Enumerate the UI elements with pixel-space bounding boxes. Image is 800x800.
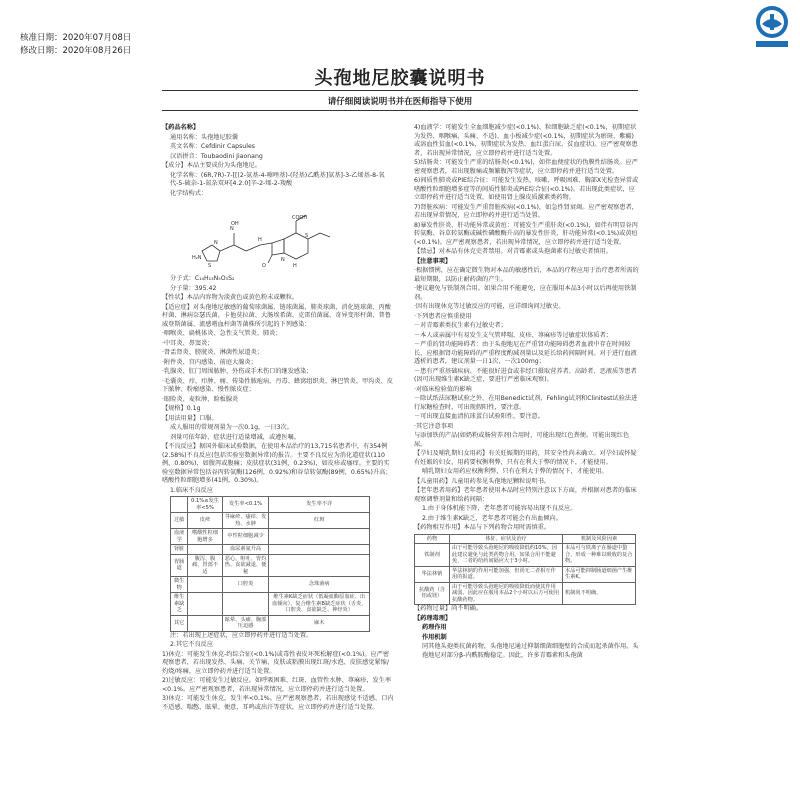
table-cell: 口腔炎 bbox=[222, 577, 269, 593]
indications: 【适应症】对头孢地尼敏感的葡萄球菌属、链球菌属、肺炎球菌、消化链球菌、丙酸杆菌、淋病奈瑟氏菌、卡他莫拉菌、大肠埃希菌、克雷伯菌属、奇异变形杆菌、普鲁威登斯菌属、流感嗜血杆菌等菌株所引起的下列感染： bbox=[162, 303, 391, 328]
precaution-item: ·根据惯例，应在确定微生物对本品的敏感性后，本品的疗程应用于治疗患者所需的最短期限，以防止耐药菌的产生。 bbox=[414, 267, 639, 283]
indication-item: ·肾盂肾炎、膀胱炎、淋菌性尿道炎； bbox=[162, 349, 263, 356]
molecular-weight: 分子量：395.42 bbox=[170, 284, 217, 292]
table-row bbox=[415, 582, 636, 605]
table-cell bbox=[188, 545, 222, 555]
svg-text:N: N bbox=[230, 226, 234, 232]
interaction-heading: 【药物相互作用】本品与下列药物合用时需慎重。 bbox=[414, 524, 551, 531]
table-cell: 恶心、呕吐、胃灼热、食欲减退、便秘 bbox=[222, 554, 269, 577]
table-cell bbox=[222, 593, 269, 616]
svg-text:N: N bbox=[281, 257, 285, 263]
approval-date: 核准日期：2020年07月08日 bbox=[20, 33, 132, 43]
serious-item: 2)过敏反应：可能发生过敏反应。如呼吸困难、红斑、血管性水肿、荨麻疹，发生率<0.1%。应严密观察患者，若出现异常情况，应立即停药并进行适当处置。 bbox=[162, 677, 392, 693]
elderly-heading: 【老年患者用药】老年患者使用本品时应特别注意以下方面，并根据对患者的临床观察调整剂量和给药间隔： bbox=[414, 487, 637, 503]
document-subtitle: 请仔细阅读说明书并在医师指导下使用 bbox=[327, 97, 473, 107]
pinyin-name: 汉语拼音：Toubaodini Jiaonang bbox=[170, 152, 263, 160]
pharmacology-subheading: 药理作用 bbox=[422, 624, 447, 631]
table-header-cell: 体征、症状及治疗 bbox=[450, 534, 563, 544]
table-cell: 嗜酸性粒细胞增多 bbox=[188, 529, 222, 545]
interaction-table bbox=[414, 534, 636, 606]
table-cell bbox=[269, 529, 370, 545]
right-column bbox=[414, 124, 640, 661]
svg-text:OH: OH bbox=[231, 221, 239, 227]
document-title: 头孢地尼胶囊说明书 bbox=[314, 68, 486, 89]
table-row bbox=[171, 615, 370, 631]
ingredients: 【成分】本品主要成份为头孢地尼。 bbox=[162, 162, 261, 169]
title-rule-bottom bbox=[162, 110, 638, 111]
table-cell: 机制尚不明确。 bbox=[563, 582, 636, 605]
precaution-item: －严重的肾功能障碍者：由于头孢地尼在严重肾功能障碍患者血液中存在时间较长，应根据肾功能障碍的严重程度酌减剂量以及延长给药间隔时间。对于进行血液透析的患者，建议剂量一日1次，一次100mg； bbox=[414, 341, 637, 365]
properties: 【性状】本品内容物为淡黄色或黄色粉末或颗粒。 bbox=[162, 294, 299, 301]
table-cell: 血尿素氮升高 bbox=[222, 545, 269, 555]
table-cell: 荨麻疹、瘙痒、发热、水肿 bbox=[222, 513, 269, 529]
table-header-cell: 机制及风险因素 bbox=[563, 534, 636, 544]
lactation: 哺乳期妇女用药应权衡利弊，只有在利大于弊的情况下，才能使用。 bbox=[422, 468, 608, 475]
table-header-cell: 0.1%≤发生率<5% bbox=[188, 497, 222, 513]
table-header-cell bbox=[171, 497, 188, 513]
english-name: 英文名称：Cefdinir Capsules bbox=[170, 143, 255, 150]
adverse-item: 7)肾脏疾病：可能发生严重肾脏疾病(<0.1%)，如急性肾衰竭。应严密观察患者，若出现异常情况，应立即停药并进行适当处置。 bbox=[414, 203, 638, 219]
specification: 【规格】0.1g bbox=[162, 405, 201, 412]
table-cell: 眩晕、头痛、胸部压迫感 bbox=[222, 615, 269, 631]
table-cell: 华法林钠的作用可能加强，但尚无二者相互作用的报道。 bbox=[450, 566, 563, 582]
svg-text:S: S bbox=[208, 263, 212, 269]
table-cell: 皮疹 bbox=[188, 513, 222, 529]
table-row bbox=[171, 513, 370, 529]
table-cell: 华法林钠 bbox=[415, 566, 450, 582]
precaution-item: －可出现直接血清抗球蛋白试验阳性，要注意。 bbox=[414, 413, 544, 420]
adverse-item: 4)血液学：可能发生全血细胞减少症(<0.1%)、粒细胞缺乏症(<0.1%，初期症状为发热、咽喉痛、头痛、不适)、血小板减少症(<0.1%，初期症状为瘀斑、紫癜)或溶血性贫血(<0.1%，初期症状为发热、血红蛋白尿、贫血症状)。应严密观察患者，若出现异常情况，应立即停药并进行适当处置。 bbox=[414, 124, 638, 157]
svg-text:H₂N: H₂N bbox=[192, 255, 202, 261]
svg-text:S: S bbox=[305, 233, 309, 239]
structure-label: 化学结构式： bbox=[170, 189, 208, 197]
indication-item: ·中耳炎、鼻窦炎； bbox=[162, 339, 214, 347]
table-note: 注：若出现上述症状，应立即停药并进行适当处置。 bbox=[170, 631, 313, 639]
precaution-item: －本人或亲属中有易发生支气管哮喘、皮疹、荨麻疹等过敏症状体质者； bbox=[414, 331, 612, 339]
usage-adjust: 剂量可依年龄、症状进行适量增减，或遵医嘱。 bbox=[170, 433, 300, 441]
table-cell: 维生素K缺乏症状（低凝血酶原血症、出血倾向），复合维生素B缺乏症状（舌炎、口腔炎、食欲缺乏、神经炎） bbox=[269, 593, 370, 616]
drug-name-heading: 【药品名称】 bbox=[162, 124, 200, 131]
indication-item: ·咽喉炎、扁桃体炎、急性支气管炎、肺炎； bbox=[162, 330, 282, 337]
table-cell: 由于可能导致头孢地尼的吸收降低而使其作用减弱，因此应在服用本品2个小时以后方可使用抗酸药物。 bbox=[450, 582, 563, 605]
generic-name: 通用名称：头孢地尼胶囊 bbox=[170, 133, 239, 141]
svg-text:O: O bbox=[262, 263, 266, 269]
table-cell: 血液学 bbox=[171, 529, 188, 545]
table-cell: 其它 bbox=[171, 615, 188, 631]
table-cell: 过敏 bbox=[171, 513, 188, 529]
chemical-structure-diagram bbox=[162, 199, 394, 275]
table-row bbox=[171, 593, 370, 616]
precaution-item: ·因有出现休克等过敏反应的可能，应详细询问过敏史。 bbox=[414, 303, 565, 310]
indication-item: ·毛囊炎、疖、疖肿、痈、传染性脓疱病、丹毒、蜂窝组织炎、淋巴管炎、甲沟炎、皮下脓肿、粉瘤感染、慢性脓皮症； bbox=[162, 377, 393, 393]
adverse-item: 6)间质性肺炎或PIE综合征：可能发生发热、咳嗽、呼吸困难、胸部X光检查异常或嗜酸性粒细胞增多症等的间质性肺炎或PIE综合征(<0.1%)。若出现此类症状，应立即停药并进行适当处置，如使用肾上腺皮质激素类药物。 bbox=[414, 177, 639, 201]
pharmacology-heading: 【药理毒理】 bbox=[414, 614, 452, 622]
left-column bbox=[162, 124, 394, 713]
table-cell bbox=[188, 593, 222, 616]
precaution-item: ·建议避免与铁制剂合用。如果合用不能避免，应在服用本品3小时以后再使用铁制剂。 bbox=[414, 285, 637, 301]
revision-date: 修改日期：2020年08月26日 bbox=[20, 46, 132, 56]
table-cell: 红斑 bbox=[269, 513, 370, 529]
table-cell bbox=[188, 577, 222, 593]
table-cell: 肾脏 bbox=[171, 545, 188, 555]
table-cell: 本品可与铁离子在肠道中螯合，形成一种难以吸收的复合物。 bbox=[563, 544, 636, 567]
children-use: 【儿童用药】儿童用药参见头孢地尼颗粒说明书。 bbox=[414, 477, 551, 485]
table-cell: 中性粒细胞减少 bbox=[222, 529, 269, 545]
serious-heading: 2.其它不良反应 bbox=[170, 641, 214, 648]
adverse-item: 8)暴发性肝炎、肝功能异常或黄疸：可能发生严重肝炎(<0.1%)，如伴有明显谷丙转氨酶、谷草转氨酶或碱性磷酸酶升高的暴发性肝炎、肝功能异常(<0.1%)或黄疸(<0.1%)。应严密观察患者，若出现异常情况，应立即停药并进行适当处置。 bbox=[414, 221, 638, 246]
adverse-reaction-table bbox=[170, 496, 370, 632]
table-row bbox=[171, 554, 370, 577]
indication-item: ·眼睑炎、麦粒肿、睑板腺炎 bbox=[162, 395, 239, 403]
title-rule-top bbox=[162, 90, 638, 91]
table-cell: 抗酸药（含铝或镁） bbox=[415, 582, 450, 605]
table-cell: 由于可能导致头孢地尼的吸收降低约10%，因此建议避免与此类药物合用。如果合用不能避免，二者的给药间隔应大于3小时。 bbox=[450, 544, 563, 567]
elderly-item: 1.由于身体机能下降，老年患者可能容易出现不良反应。 bbox=[422, 505, 577, 512]
precaution-item: ·下列患者应慎重使用 bbox=[414, 312, 472, 320]
elderly-item: 2.由于维生素K缺乏，老年患者可能会有出血倾向。 bbox=[422, 514, 562, 522]
table-cell: 念珠菌病 bbox=[269, 577, 370, 593]
precaution-item: 与添加铁的产品(如奶粉或肠营养剂)合用时，可能出现红色粪便。可能出现红色尿。 bbox=[414, 432, 630, 448]
adverse-reactions: 【不良反应】据国外临床试验数据，在使用本品治疗的13,715名患者中，有354例(2.58%)不良反应(包括实验室数据异常)的报告。主要不良反应为消化道症状(110例，0.80%)，如腹泻或腹痛；皮肤症状(31例，0.23%)，如皮疹或瘙痒。主要的实验室数据异常包括谷丙转氨酶(126例，0.92%)和谷草转氨酶(89例，0.65%)升高；嗜酸性粒细胞增多(41例，0.30%)。 bbox=[162, 443, 392, 484]
serious-item: 3)休克：可能发生休克，发生率<0.1%。应严密观察患者，若出现感觉不适感、口内不适感、喘憋、眩晕、便意、耳鸣或出汗等症状，应立即停药并进行适当处置。 bbox=[162, 695, 394, 711]
indication-item: ·附件炎、宫内感染、前庭大腺炎； bbox=[162, 358, 257, 366]
svg-text:COOH: COOH bbox=[292, 215, 308, 221]
table-cell bbox=[269, 554, 370, 577]
precaution-item: －除试纸法尿糖试验之外，在用Benedict试剂、Fehling试剂和Clinitest试验法进行尿糖检查时，可出现假阳性，要注意。 bbox=[414, 395, 638, 411]
precaution-item: －对青霉素类抗生素有过敏史者； bbox=[414, 322, 507, 329]
medical-insurance-logo bbox=[752, 4, 792, 50]
indication-item: ·乳腺炎、肛门周围脓肿、外伤或手术伤口的继发感染； bbox=[162, 368, 313, 375]
table-cell bbox=[269, 545, 370, 555]
svg-text:N: N bbox=[214, 240, 218, 246]
precaution-item: －患有严重基础疾病、不能很好进食或非经口摄取营养者、高龄者、恶液质等患者(因可出现维生素K缺乏症，要进行严密临床观察)。 bbox=[414, 367, 637, 383]
table-caption: 1.临床不良反应 bbox=[170, 486, 214, 494]
precaution-item: ·对临床检验值的影响 bbox=[414, 385, 472, 393]
table-header-row bbox=[171, 497, 370, 513]
chemical-structure bbox=[162, 199, 394, 275]
table-row bbox=[171, 529, 370, 545]
contraindications: 【禁忌】对本品有休克史者禁用。对青霉素或头孢菌素有过敏史者慎用。 bbox=[414, 248, 612, 255]
pregnancy: 【孕妇及哺乳期妇女用药】有关妊娠期的用药，其安全性尚未确立。对孕妇或怀疑有妊娠的妇女，用药要权衡利弊，只有在利大于弊的情况下，才能使用。 bbox=[414, 450, 637, 466]
table-header-cell: 药物 bbox=[415, 534, 450, 544]
table-cell: 微生物 bbox=[171, 577, 188, 593]
table-row bbox=[171, 577, 370, 593]
table-header-cell: 发生率不详 bbox=[269, 497, 370, 513]
adverse-item: 5)结肠炎：可能发生严重的结肠炎(<0.1%)，如伴血便症状的伪膜性结肠炎。应严密观察患者，若出现腹痛或频繁腹泻等症状，应立即停药并进行适当处置。 bbox=[414, 159, 638, 175]
table-cell: 铁制剂 bbox=[415, 544, 450, 567]
molecular-formula: 分子式：C₁₄H₁₃N₅O₅S₂ bbox=[170, 275, 235, 282]
table-header-cell: 发生率<0.1% bbox=[222, 497, 269, 513]
table-cell: 胃肠道 bbox=[171, 554, 188, 577]
table-row bbox=[171, 545, 370, 555]
precaution-item: ·其它注意事项 bbox=[414, 422, 454, 430]
table-cell: 维生素缺乏 bbox=[171, 593, 188, 616]
serious-item: 1)休克：可能发生休克-约综合征(<0.1%)或毒性表皮坏死松解症(<0.1%)。应严密观察患者，若出现发热、头痛、关节痛、皮肤或粘膜出现红斑/水泡、皮肤感觉紧缩/灼烧/疼痛，应立即停药并进行适当处置。 bbox=[162, 650, 390, 675]
table-cell: 腹泻、腹痛、胃部不适 bbox=[188, 554, 222, 577]
overdose: 【药物过量】尚不明确。 bbox=[414, 605, 483, 612]
table-cell: 麻木 bbox=[269, 615, 370, 631]
chemical-name: 化学名称：(6R,7R)-7-[[(2-氨基-4-噻唑基)-(羟基)乙酰基]氨基]-3-乙烯基-8-氧代-5-硫杂-1-氮杂双环[4.2.0]辛-2-烯-2-羧酸 bbox=[170, 171, 385, 187]
precautions-heading: 【注意事项】 bbox=[414, 257, 452, 265]
table-cell bbox=[188, 615, 222, 631]
svg-text:H: H bbox=[258, 237, 262, 243]
usage-heading: 【用法用量】口服。 bbox=[162, 414, 218, 422]
header-dates bbox=[20, 32, 131, 58]
svg-text:H: H bbox=[293, 263, 297, 269]
table-cell: 本品可能抑制肠道细菌产生维生素K。 bbox=[563, 566, 636, 582]
table-row bbox=[415, 566, 636, 582]
table-header-row bbox=[415, 534, 636, 544]
mechanism-heading: 作用机制 bbox=[422, 633, 447, 641]
usage-dose: 成人服用的常规剂量为一次0.1g，一日3次。 bbox=[170, 424, 293, 431]
table-row bbox=[415, 544, 636, 567]
mechanism-text: 同其他头孢类抗菌药物，头孢地尼通过抑制细菌细胞壁的合成而起杀菌作用。头孢地尼对部分β-内酰胺酶稳定。因此，许多青霉素和头孢菌 bbox=[422, 643, 639, 659]
